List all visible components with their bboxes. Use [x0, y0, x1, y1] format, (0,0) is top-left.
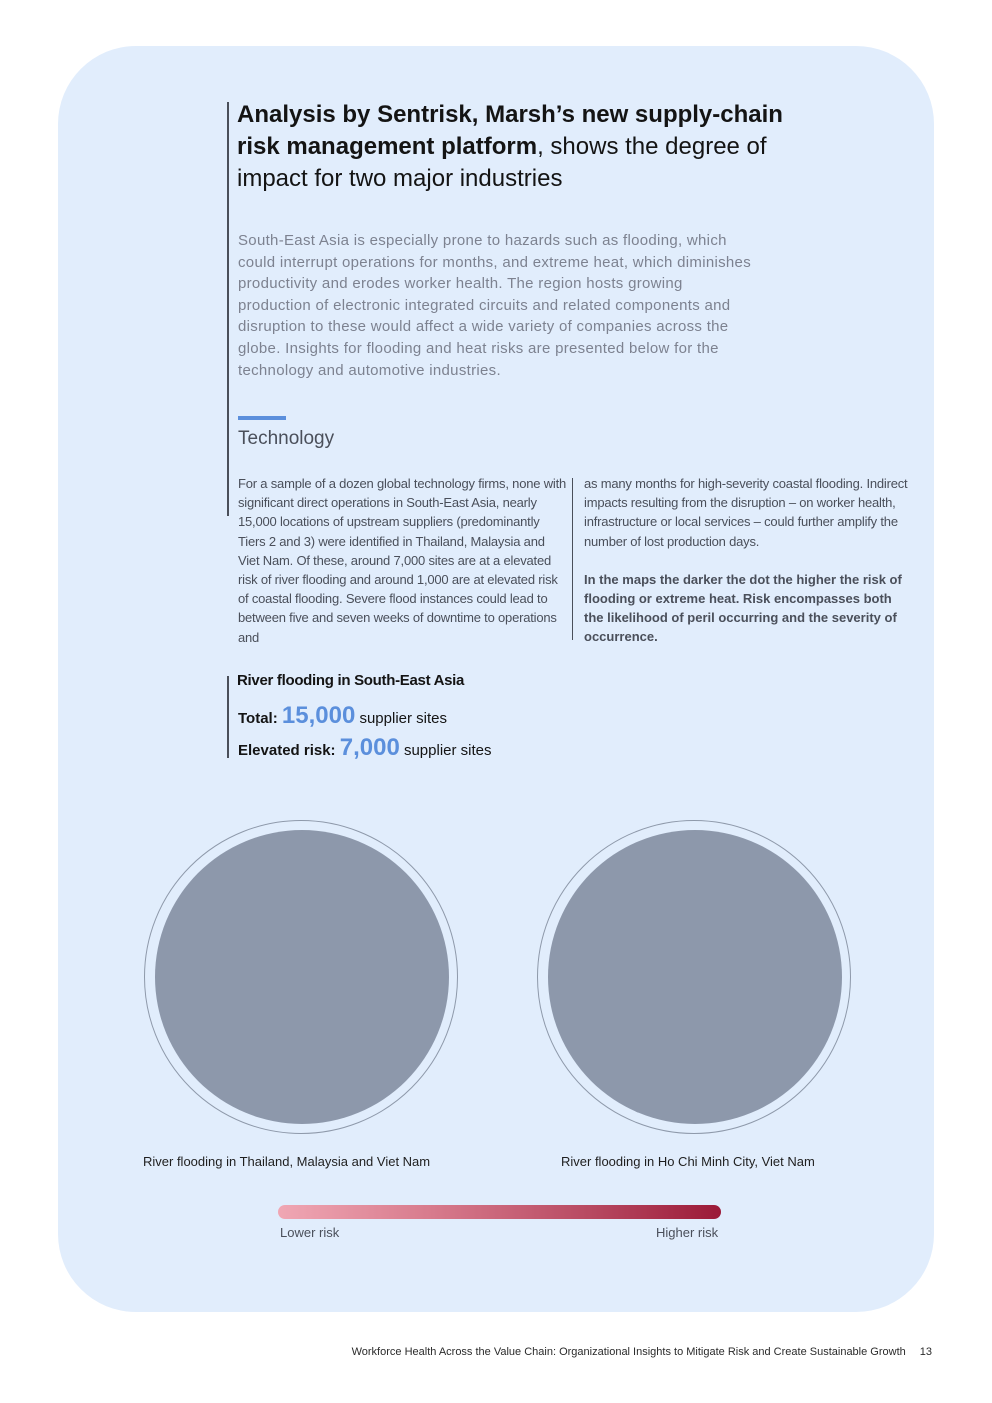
headline-bold: Analysis by Sentrisk, Marsh’s new supply-chain risk management platform — [237, 101, 783, 160]
stat-elevated-value: 7,000 — [339, 734, 400, 761]
intro-paragraph: South-East Asia is especially prone to hazards such as flooding, which could interrupt operations for months, and extreme heat, which diminishes productivity and erodes worker health. The region hosts growing production of electronic integrated circuits and related components and disruption to these would affect a wide variety of companies across the globe. Insights for flooding and heat risks are presented below for the technology and automotive industries. — [238, 232, 751, 379]
stats-rule — [227, 676, 229, 758]
right-map-caption: River flooding in Ho Chi Minh City, Viet Nam — [561, 1154, 815, 1169]
stat-total — [238, 702, 447, 730]
risk-scale-bar — [278, 1205, 721, 1219]
headline-rule — [227, 102, 229, 516]
stats-title: River flooding in South-East Asia — [237, 672, 465, 689]
stat-elevated — [238, 734, 492, 762]
page-number: 13 — [919, 1346, 932, 1358]
map-legend-note: In the maps the darker the dot the higher the risk of flooding or extreme heat. Risk encompasses both the likelihood of peril occurring and the severity of occurrence. — [584, 571, 902, 645]
stat-elevated-unit: supplier sites — [403, 742, 492, 759]
stat-elevated-label: Elevated risk: — [238, 742, 336, 759]
left-map-globe — [155, 830, 449, 1124]
footer-subtitle: Organizational Insights to Mitigate Risk and Create Sustainable Growth — [556, 1346, 906, 1358]
body-column-1: For a sample of a dozen global technology firms, none with significant direct operations in South-East Asia, nearly 15,000 locations of upstream suppliers (predominantly Tiers 2 and 3) were identified in Thailand, Malaysia and Viet Nam. Of these, around 7,000 sites are at a elevated risk of river flooding and around 1,000 are at elevated risk of coastal flooding. Severe flood instances could lead to between five and seven weeks of downtime to operations and — [238, 476, 567, 645]
right-map-globe — [548, 830, 842, 1124]
section-title: Technology — [238, 428, 335, 449]
page-headline — [237, 99, 797, 195]
stat-total-value: 15,000 — [281, 702, 356, 729]
column-divider — [572, 478, 573, 640]
stat-total-label: Total: — [238, 710, 278, 727]
risk-scale-high-label: Higher risk — [656, 1225, 719, 1240]
stat-total-unit: supplier sites — [359, 710, 448, 727]
risk-scale-low-label: Lower risk — [280, 1225, 340, 1240]
section-accent-bar — [238, 416, 286, 420]
footer-title: Workforce Health Across the Value Chain: — [351, 1346, 557, 1358]
body-column-2 — [584, 474, 914, 666]
headline-rest: , shows the degree of impact for two major industries — [237, 133, 767, 192]
left-map-caption: River flooding in Thailand, Malaysia and Viet Nam — [143, 1154, 431, 1169]
body-column-2-text: as many months for high-severity coastal flooding. Indirect impacts resulting from the disruption – on worker health, infrastructure or local services – could further amplify the number of lost production days. — [584, 476, 908, 549]
page-footer — [352, 1346, 932, 1358]
